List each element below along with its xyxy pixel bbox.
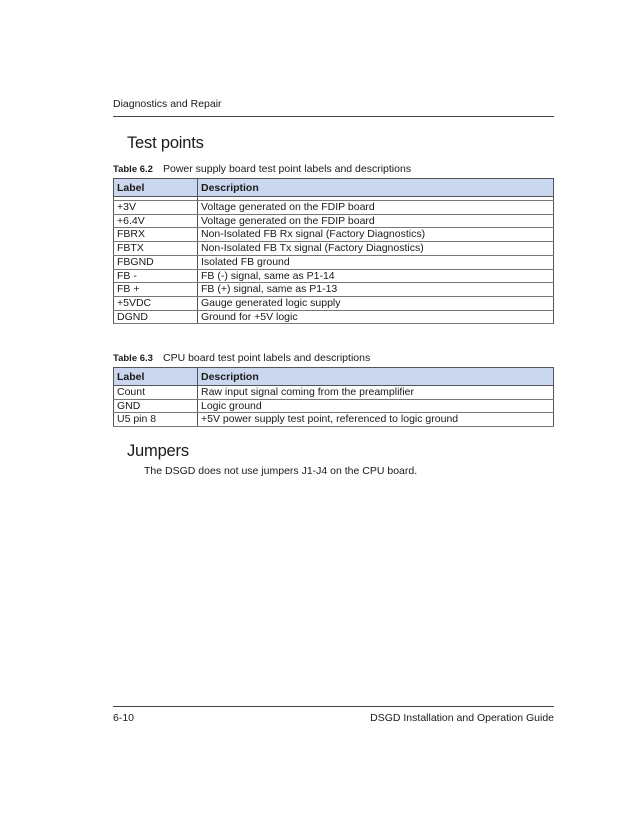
cell-label: FBRX [114,228,198,242]
table-row [114,255,554,269]
cell-label: Count [114,386,198,400]
cell-label: FB - [114,269,198,283]
cell-label: FB + [114,283,198,297]
table-header-row [114,179,554,197]
table1-number: Table 6.2 [113,164,153,175]
cell-description: FB (+) signal, same as P1-13 [198,283,554,297]
cell-description: Voltage generated on the FDIP board [198,214,554,228]
table-row [114,413,554,427]
cell-description: +5V power supply test point, referenced to logic ground [198,413,554,427]
cell-description: Raw input signal coming from the preamplifier [198,386,554,400]
heading-test-points: Test points [127,134,204,152]
cpu-board-test-points-table [113,367,554,427]
cell-label: FBTX [114,242,198,256]
cell-label: DGND [114,310,198,324]
table-row [114,296,554,310]
column-header-description: Description [198,368,554,386]
table1-body [114,197,554,324]
guide-title: DSGD Installation and Operation Guide [370,712,554,724]
column-header-description: Description [198,179,554,197]
cell-description: Non-Isolated FB Tx signal (Factory Diagnostics) [198,242,554,256]
footer-rule [113,706,554,707]
header-rule [113,116,554,117]
table-row [114,310,554,324]
cell-label: +5VDC [114,296,198,310]
table1-caption [113,163,411,175]
cell-label: U5 pin 8 [114,413,198,427]
column-header-label: Label [114,368,198,386]
table-row [114,399,554,413]
table-header-row [114,368,554,386]
cell-label: FBGND [114,255,198,269]
cell-description: Non-Isolated FB Rx signal (Factory Diagnostics) [198,228,554,242]
power-supply-test-points-table [113,178,554,324]
table-row [114,283,554,297]
cell-label: +6.4V [114,214,198,228]
table-row [114,228,554,242]
cell-description: Voltage generated on the FDIP board [198,201,554,215]
cell-description: FB (-) signal, same as P1-14 [198,269,554,283]
cell-description: Gauge generated logic supply [198,296,554,310]
table1-caption-text: Power supply board test point labels and descriptions [163,163,412,175]
table-row [114,269,554,283]
table-row [114,386,554,400]
cell-label: GND [114,399,198,413]
cell-description: Isolated FB ground [198,255,554,269]
table2-number: Table 6.3 [113,353,153,364]
column-header-label: Label [114,179,198,197]
table2-caption [113,352,370,364]
page-number: 6-10 [113,712,135,724]
running-header: Diagnostics and Repair [113,98,222,110]
table2-body [114,386,554,427]
cell-description: Logic ground [198,399,554,413]
jumpers-paragraph: The DSGD does not use jumpers J1-J4 on the CPU board. [144,465,418,477]
table2-caption-text: CPU board test point labels and descriptions [163,352,371,364]
cell-description: Ground for +5V logic [198,310,554,324]
table-row [114,242,554,256]
table-row [114,214,554,228]
cell-label: +3V [114,201,198,215]
table-row [114,201,554,215]
heading-jumpers: Jumpers [127,442,189,460]
